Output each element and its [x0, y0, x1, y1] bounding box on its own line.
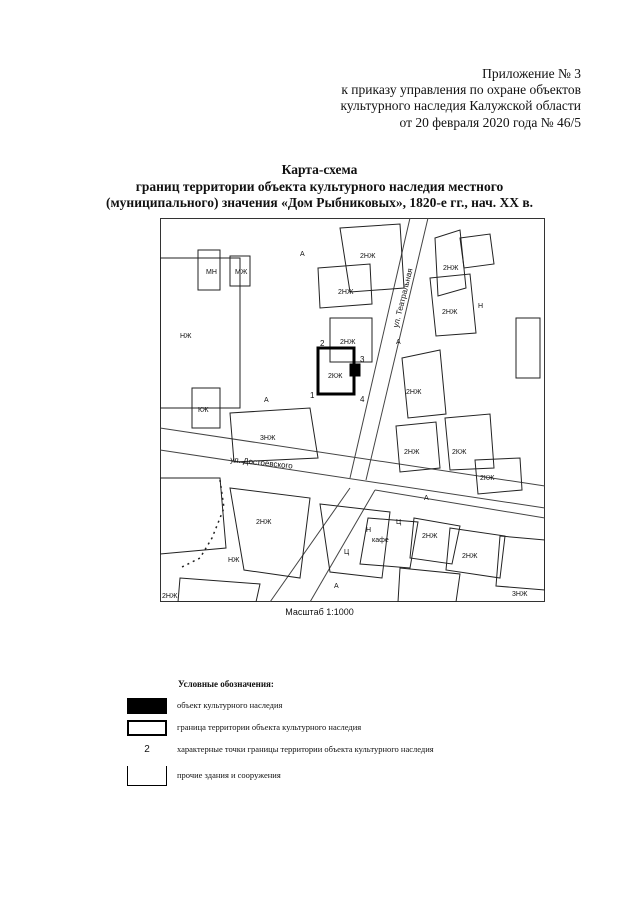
boundary-point-1: 1 [310, 391, 315, 400]
street-label-teatralnaya: ул. Театральная [391, 267, 415, 329]
map-label-kzh: КЖ [198, 407, 209, 414]
map-label-2nzh-lower-right: 2НЖ [404, 449, 420, 456]
legend-symbol-thin-outline [127, 766, 167, 786]
map-label-a1: А [300, 251, 305, 258]
territory-border [318, 348, 354, 394]
map-label-3nzh: 3НЖ [260, 435, 276, 442]
legend-symbol-bold-border [127, 720, 167, 736]
map-label-2kzh-lr2: 2КЖ [452, 449, 467, 456]
building-outlines [160, 224, 545, 602]
legend-text: объект культурного наследия [177, 700, 283, 710]
street-lines [160, 218, 545, 602]
map-label-nzh-left: НЖ [180, 333, 192, 340]
map-label-2nzh-building: 2НЖ [340, 339, 356, 346]
map-label-n-kafe: Н [366, 527, 372, 534]
legend-item-territory-border [127, 720, 547, 740]
map-scheme [160, 218, 545, 602]
legend-item-other-buildings [127, 768, 547, 788]
map-label-2kzh-far: 2КЖ [480, 475, 495, 482]
map-label-mn: МН [206, 269, 217, 276]
appendix-line-1: Приложение № 3 [482, 66, 581, 81]
map-label-3nzh-bottom: 3НЖ [512, 591, 528, 598]
appendix-line-2: к приказу управления по охране объектов [341, 82, 581, 98]
map-label-2nzh-bottom-right: 2НЖ [462, 553, 478, 560]
map-label-2nzh-bottom-left: 2НЖ [162, 593, 178, 600]
legend-item-heritage-object [127, 698, 547, 718]
map-label-a3: А [396, 339, 401, 346]
boundary-point-2: 2 [320, 339, 325, 348]
map-label-2nzh-right-top: 2НЖ [443, 265, 459, 272]
map-label-a4: А [424, 495, 429, 502]
legend-text: прочие здания и сооружения [177, 770, 281, 780]
legend-item-characteristic-points [127, 742, 547, 762]
map-label-2nzh-kafe: 2НЖ [422, 533, 438, 540]
appendix-line-3: культурного наследия Калужской области [340, 98, 581, 114]
title-line-2: границ территории объекта культурного наследия местного [135, 178, 504, 194]
map-label-nzh-lower: НЖ [228, 557, 240, 564]
appendix-line-4: от 20 февраля 2020 года № 46/5 [399, 114, 581, 130]
boundary-point-3: 3 [360, 355, 365, 364]
legend-text: характерные точки границы территории объекта культурного наследия [177, 744, 434, 754]
appendix-header [340, 66, 581, 131]
map-label-kafe: кафе [372, 537, 389, 544]
map-scale: Масштаб 1:1000 [285, 607, 354, 617]
legend-symbol-black-fill [127, 698, 167, 714]
map-label-a5: А [334, 583, 339, 590]
map-label-c1: Ц [396, 519, 402, 526]
map-label-c2: Ц [344, 549, 350, 556]
boundary-point-4: 4 [360, 395, 365, 404]
legend-title: Условные обозначения: [178, 679, 274, 689]
title-line-1: Карта-схема [281, 162, 358, 177]
dotted-boundary [180, 480, 224, 568]
map-label-2nzh-top: 2НЖ [360, 253, 376, 260]
legend-text: граница территории объекта культурного наследия [177, 722, 362, 732]
heritage-object [350, 364, 360, 376]
map-label-2nzh-lower-left: 2НЖ [256, 519, 272, 526]
map-label-2kzh-object: 2КЖ [328, 373, 343, 380]
map-label-2nzh-lower-mid: 2НЖ [406, 389, 422, 396]
map-label-2nzh-mid: 2НЖ [338, 289, 354, 296]
title-line-3: (муниципального) значения «Дом Рыбниковых», 1820-е гг., нач. XX в. [105, 195, 534, 210]
street-label-dostoevskogo: ул. Достоевского [229, 455, 294, 471]
map-label-2nzh-right-2: 2НЖ [442, 309, 458, 316]
legend-symbol-number: 2 [144, 744, 150, 755]
document-title [0, 162, 639, 212]
map-label-n-right: Н [478, 303, 484, 310]
map-label-a2: А [264, 397, 269, 404]
map-label-mzh: МЖ [235, 269, 248, 276]
